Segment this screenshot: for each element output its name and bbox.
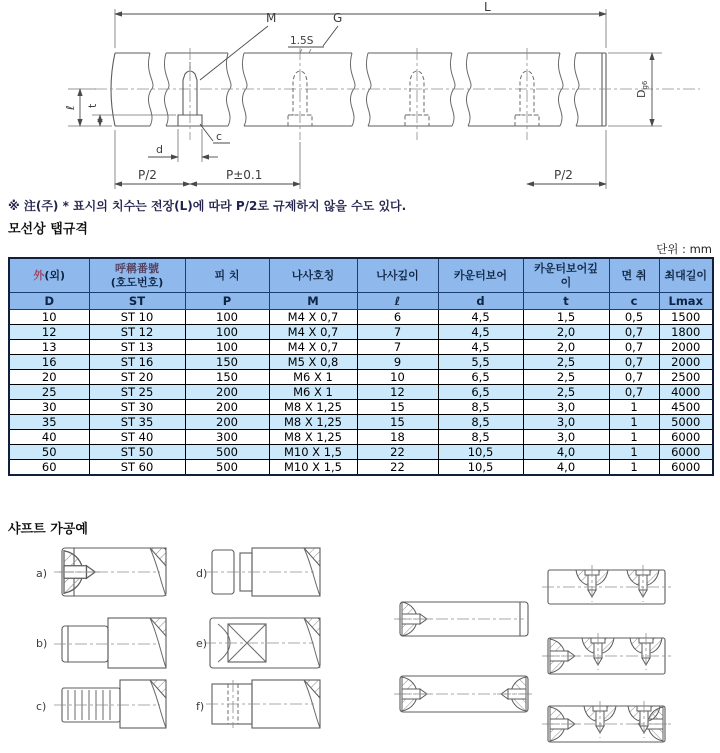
unit-label: 단위 : mm <box>656 242 712 256</box>
pin-two-tapped-holes <box>542 565 671 604</box>
table-cell: 6000 <box>659 460 713 476</box>
table-cell: 8,5 <box>438 430 523 445</box>
table-row <box>9 340 713 355</box>
col-designation: 呼稱番號 (호도번호) <box>89 258 185 293</box>
table-cell: ST 12 <box>89 325 185 340</box>
table-cell: M5 X 0,8 <box>269 355 357 370</box>
table-cell: 3,0 <box>523 430 609 445</box>
table-cell: 5000 <box>659 415 713 430</box>
col-chamfer: 면 취 <box>609 258 659 293</box>
table-cell: 200 <box>185 400 269 415</box>
table-cell: ST 60 <box>89 460 185 476</box>
symbol-P: P <box>185 293 269 310</box>
table-cell: 3,0 <box>523 415 609 430</box>
example-c <box>36 680 166 728</box>
table-cell: 10,5 <box>438 460 523 476</box>
table-cell: 1 <box>609 415 659 430</box>
machining-examples-drawing <box>0 540 720 753</box>
break-marks <box>148 53 579 126</box>
table-row <box>9 460 713 476</box>
callout-label-M: M <box>266 11 277 25</box>
table-cell: 2,5 <box>523 385 609 400</box>
table-cell: 0,7 <box>609 325 659 340</box>
table-cell: 15 <box>357 400 438 415</box>
table-cell: 2,0 <box>523 325 609 340</box>
example-c-label: c) <box>36 700 47 713</box>
table-cell: 22 <box>357 445 438 460</box>
table-cell: 100 <box>185 325 269 340</box>
symbol-D: D <box>9 293 89 310</box>
col-counterbore-depth: 카운터보어깊 이 <box>523 258 609 293</box>
table-cell: 100 <box>185 340 269 355</box>
table-cell: 3,0 <box>523 400 609 415</box>
table-cell: M6 X 1 <box>269 370 357 385</box>
table-cell: 7 <box>357 325 438 340</box>
symbol-d: d <box>438 293 523 310</box>
col-pitch: 피 치 <box>185 258 269 293</box>
table-cell: M4 X 0,7 <box>269 340 357 355</box>
header-row-symbols <box>9 293 713 310</box>
dim-label-p-tol: P±0.1 <box>226 168 263 182</box>
table-cell: 35 <box>9 415 89 430</box>
table-cell: 8,5 <box>438 400 523 415</box>
table-cell: M8 X 1,25 <box>269 430 357 445</box>
table-cell: 6,5 <box>438 385 523 400</box>
table-cell: 2,5 <box>523 370 609 385</box>
dim-shaft-diameter <box>608 53 662 126</box>
col-outer-dia: 外(외) <box>9 258 89 293</box>
table-cell: 6000 <box>659 445 713 460</box>
table-cell: ST 35 <box>89 415 185 430</box>
pin-center-hole-both-ends <box>394 676 534 712</box>
table-cell: 0,7 <box>609 370 659 385</box>
table-cell: 22 <box>357 460 438 476</box>
table-cell: 0,5 <box>609 310 659 325</box>
callout-surface-finish <box>288 35 324 53</box>
col-counterbore: 카운터보어 <box>438 258 523 293</box>
table-cell: 4,0 <box>523 445 609 460</box>
table-cell: M8 X 1,25 <box>269 415 357 430</box>
section-title-tap-spec: 모선상 탭규격 <box>8 222 88 237</box>
pin-center-hole-one-end <box>394 602 528 636</box>
footnote: ※ 注(주) * 표시의 치수는 전장(L)에 따라 P/2로 규제하지 않을 수도 있다. <box>8 199 407 213</box>
table-cell: 2,0 <box>523 340 609 355</box>
table-cell: M8 X 1,25 <box>269 400 357 415</box>
table-cell: 10,5 <box>438 445 523 460</box>
header-row-names <box>9 258 713 293</box>
table-row <box>9 415 713 430</box>
table-row <box>9 370 713 385</box>
table-cell: 7 <box>357 340 438 355</box>
surface-finish-label: 1.5S <box>290 35 314 47</box>
table-cell: ST 10 <box>89 310 185 325</box>
col-thread: 나사호칭 <box>269 258 357 293</box>
example-d <box>196 548 320 596</box>
dim-label-c: c <box>216 130 223 143</box>
example-e-label: e) <box>196 637 208 650</box>
callout-G <box>323 11 342 46</box>
table-cell: ST 50 <box>89 445 185 460</box>
table-row <box>9 430 713 445</box>
dim-label-diameter: Dg6 <box>635 80 649 98</box>
table-cell: 4,5 <box>438 340 523 355</box>
table-cell: M10 X 1,5 <box>269 445 357 460</box>
table-cell: 10 <box>9 310 89 325</box>
spec-table-body <box>9 310 713 476</box>
example-a-label: a) <box>36 567 48 580</box>
table-cell: ST 20 <box>89 370 185 385</box>
table-cell: 1800 <box>659 325 713 340</box>
table-cell: ST 16 <box>89 355 185 370</box>
table-cell: 150 <box>185 370 269 385</box>
table-cell: 15 <box>357 415 438 430</box>
table-cell: 2500 <box>659 370 713 385</box>
pin-tapped-holes-and-end-hole <box>542 633 671 674</box>
spec-table <box>8 257 714 476</box>
table-cell: 12 <box>9 325 89 340</box>
example-f <box>196 680 320 728</box>
col-thread-depth: 나사깊이 <box>357 258 438 293</box>
dim-chamfer <box>200 124 230 143</box>
table-cell: 4000 <box>659 385 713 400</box>
table-cell: 150 <box>185 355 269 370</box>
table-cell: 6000 <box>659 430 713 445</box>
table-cell: 1,5 <box>523 310 609 325</box>
example-b <box>36 618 166 668</box>
table-cell: ST 25 <box>89 385 185 400</box>
table-cell: ST 13 <box>89 340 185 355</box>
symbol-Lmax: Lmax <box>659 293 713 310</box>
table-cell: M4 X 0,7 <box>269 310 357 325</box>
table-cell: 12 <box>357 385 438 400</box>
table-cell: 60 <box>9 460 89 476</box>
table-row <box>9 400 713 415</box>
dim-label-ell: ℓ <box>64 105 77 110</box>
table-cell: 18 <box>357 430 438 445</box>
table-cell: 30 <box>9 400 89 415</box>
dim-pitch <box>115 130 300 189</box>
table-cell: 0,7 <box>609 355 659 370</box>
table-cell: 1 <box>609 400 659 415</box>
symbol-c: c <box>609 293 659 310</box>
table-cell: 2000 <box>659 355 713 370</box>
table-cell: 1 <box>609 460 659 476</box>
example-f-label: f) <box>196 700 205 713</box>
table-cell: 1 <box>609 430 659 445</box>
table-cell: 6 <box>357 310 438 325</box>
table-cell: 20 <box>9 370 89 385</box>
table-cell: M4 X 0,7 <box>269 325 357 340</box>
table-cell: 500 <box>185 445 269 460</box>
dim-counterbore-depth <box>86 103 176 126</box>
table-row <box>9 325 713 340</box>
dim-label-d: d <box>156 143 163 156</box>
table-cell: 2000 <box>659 340 713 355</box>
table-row <box>9 445 713 460</box>
table-cell: 25 <box>9 385 89 400</box>
table-cell: 200 <box>185 385 269 400</box>
callout-label-G: G <box>333 11 343 25</box>
table-cell: M10 X 1,5 <box>269 460 357 476</box>
callout-M <box>200 11 276 80</box>
table-cell: 40 <box>9 430 89 445</box>
symbol-ell: ℓ <box>357 293 438 310</box>
spec-table-header <box>9 258 713 310</box>
table-cell: 16 <box>9 355 89 370</box>
table-cell: 200 <box>185 415 269 430</box>
table-row <box>9 355 713 370</box>
table-cell: 4500 <box>659 400 713 415</box>
symbol-t: t <box>523 293 609 310</box>
example-a <box>36 548 166 596</box>
table-row <box>9 385 713 400</box>
table-cell: 10 <box>357 370 438 385</box>
section-title-machining-examples: 샤프트 가공예 <box>8 522 88 537</box>
table-cell: 13 <box>9 340 89 355</box>
table-cell: ST 30 <box>89 400 185 415</box>
col-max-length: 최대길이 <box>659 258 713 293</box>
table-cell: 0,7 <box>609 385 659 400</box>
dim-p2-right <box>527 130 606 189</box>
table-row <box>9 310 713 325</box>
table-cell: M6 X 1 <box>269 385 357 400</box>
pin-tapped-holes-and-both-end-holes <box>542 701 671 742</box>
dim-label-t: t <box>86 103 99 108</box>
table-cell: 50 <box>9 445 89 460</box>
table-cell: 1500 <box>659 310 713 325</box>
example-d-label: d) <box>196 567 208 580</box>
dim-label-L: L <box>484 0 491 14</box>
table-cell: 4,5 <box>438 325 523 340</box>
table-cell: 4,0 <box>523 460 609 476</box>
example-e <box>196 618 320 668</box>
symbol-M: M <box>269 293 357 310</box>
symbol-ST: ST <box>89 293 185 310</box>
table-cell: 6,5 <box>438 370 523 385</box>
table-cell: 300 <box>185 430 269 445</box>
table-cell: 8,5 <box>438 415 523 430</box>
example-b-label: b) <box>36 637 48 650</box>
table-cell: 4,5 <box>438 310 523 325</box>
table-cell: ST 40 <box>89 430 185 445</box>
dim-label-p2-left: P/2 <box>138 168 157 182</box>
table-cell: 1 <box>609 445 659 460</box>
table-cell: 0,7 <box>609 340 659 355</box>
table-cell: 5,5 <box>438 355 523 370</box>
table-cell: 100 <box>185 310 269 325</box>
table-cell: 2,5 <box>523 355 609 370</box>
table-cell: 9 <box>357 355 438 370</box>
dim-L <box>115 0 606 48</box>
shaft-dimension-drawing <box>0 0 720 196</box>
dim-label-p2-right: P/2 <box>554 168 573 182</box>
table-cell: 500 <box>185 460 269 476</box>
